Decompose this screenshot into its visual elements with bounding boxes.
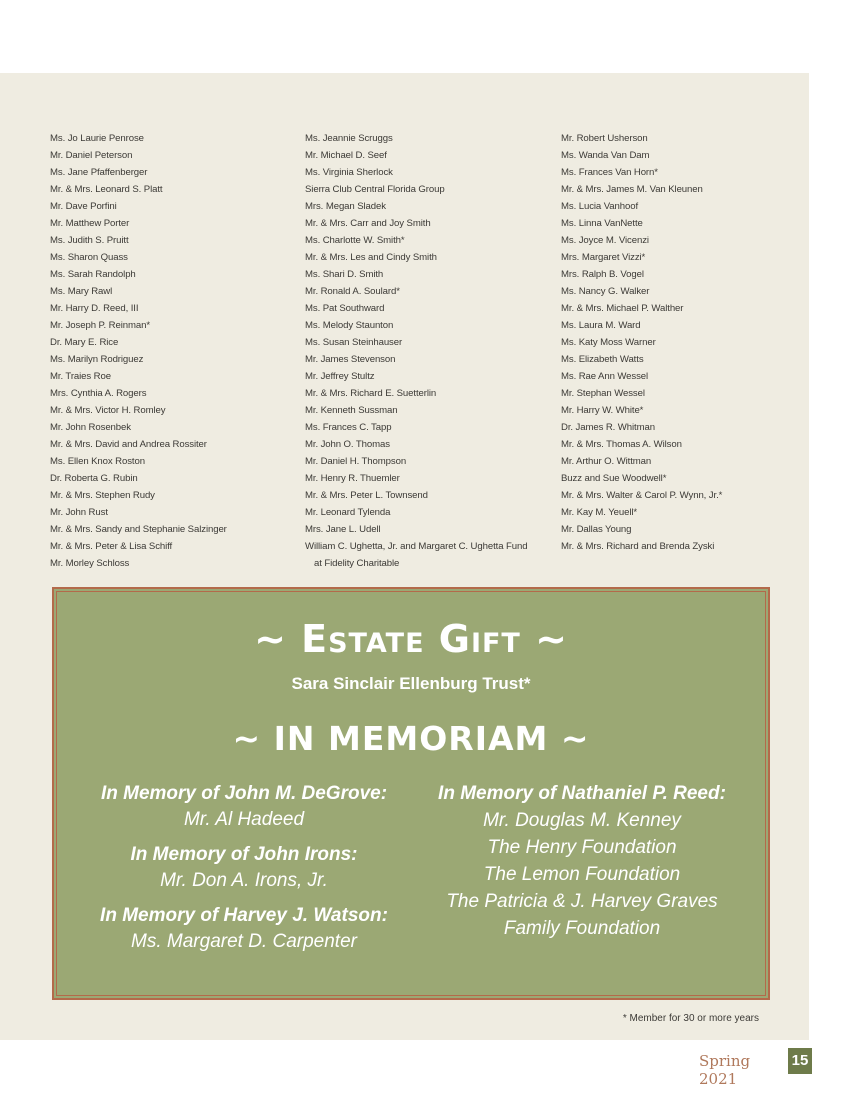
donor-name: Buzz and Sue Woodwell* — [561, 473, 667, 484]
donor-name: Ms. Frances Van Horn* — [561, 167, 658, 178]
donor-name: Mr. Matthew Porter — [50, 218, 130, 229]
donor-name: Ms. Sharon Quass — [50, 252, 128, 263]
donor-name: Ms. Jo Laurie Penrose — [50, 133, 144, 144]
donor-name: Mrs. Jane L. Udell — [305, 524, 381, 535]
donor-name: Mr. Kenneth Sussman — [305, 405, 398, 416]
donor-name: Ms. Joyce M. Vicenzi — [561, 235, 649, 246]
memoriam-donor-name: Mr. Don A. Irons, Jr. — [160, 870, 328, 891]
donor-name: Mr. Ronald A. Soulard* — [305, 286, 400, 297]
donor-name: Mr. Arthur O. Wittman — [561, 456, 652, 467]
estate-trust-name: Sara Sinclair Ellenburg Trust* — [291, 674, 531, 693]
donor-name: Mr. & Mrs. Thomas A. Wilson — [561, 439, 682, 450]
estate-memoriam-box — [52, 587, 770, 1000]
donor-name: Mr. Michael D. Seef — [305, 150, 387, 161]
donor-name: Mr. Daniel H. Thompson — [305, 456, 407, 467]
memoriam-donor-name: Mr. Al Hadeed — [183, 809, 305, 830]
page-number-badge: 15 — [788, 1048, 812, 1074]
donor-name: Mr. Harry D. Reed, III — [50, 303, 139, 314]
donor-name: Mr. Traies Roe — [50, 371, 111, 382]
donor-name: Mr. & Mrs. Les and Cindy Smith — [305, 252, 437, 263]
donor-name: Ms. Lucia Vanhoof — [561, 201, 639, 212]
donor-name: Mrs. Margaret Vizzi* — [561, 252, 646, 263]
donor-name: Ms. Katy Moss Warner — [561, 337, 656, 348]
in-memoriam-heading: ~ IN MEMORIAM ~ — [232, 719, 590, 758]
donor-name: Mrs. Megan Sladek — [305, 201, 386, 212]
donor-name: Sierra Club Central Florida Group — [305, 184, 445, 195]
donor-name: Ms. Wanda Van Dam — [561, 150, 650, 161]
memoriam-donor-name: Mr. Douglas M. Kenney — [483, 810, 681, 831]
donor-column-3 — [561, 130, 722, 555]
donor-name: Ms. Laura M. Ward — [561, 320, 641, 331]
donor-name: Mr. & Mrs. Sandy and Stephanie Salzinger — [50, 524, 227, 535]
donor-name: Mr. Daniel Peterson — [50, 150, 133, 161]
donor-name: Ms. Elizabeth Watts — [561, 354, 644, 365]
donor-name: Ms. Marilyn Rodriguez — [50, 354, 144, 365]
donor-name: Mr. & Mrs. Richard E. Suetterlin — [305, 388, 437, 399]
donor-name: Mr. Morley Schloss — [50, 558, 130, 569]
donor-name: Mr. & Mrs. James M. Van Kleunen — [561, 184, 703, 195]
donor-name: Ms. Linna VanNette — [561, 218, 643, 229]
donor-name: Ms. Rae Ann Wessel — [561, 371, 649, 382]
donor-name: Mr. Jeffrey Stultz — [305, 371, 375, 382]
donor-name: Mr. & Mrs. David and Andrea Rossiter — [50, 439, 207, 450]
donor-name: Dr. James R. Whitman — [561, 422, 655, 433]
donor-name: Mr. & Mrs. Peter & Lisa Schiff — [50, 541, 173, 552]
memoriam-spacer — [96, 894, 392, 903]
donor-name: Mr. & Mrs. Stephen Rudy — [50, 490, 155, 501]
issue-season: Spring 2021 — [699, 1052, 751, 1088]
donor-name: Ms. Ellen Knox Roston — [50, 456, 145, 467]
memoriam-donor-name: The Henry Foundation — [487, 837, 677, 858]
donor-name: Mr. John Rosenbek — [50, 422, 131, 433]
donor-name: Mr. & Mrs. Michael P. Walther — [561, 303, 684, 314]
memoriam-donor-name: The Lemon Foundation — [483, 864, 681, 885]
donor-name: Ms. Jane Pfaffenberger — [50, 167, 148, 178]
donor-name: Mr. & Mrs. Peter L. Townsend — [305, 490, 428, 501]
donor-name: Mr. Joseph P. Reinman* — [50, 320, 151, 331]
donor-name: Mr. & Mrs. Walter & Carol P. Wynn, Jr.* — [561, 490, 723, 501]
donor-name: Mr. James Stevenson — [305, 354, 396, 365]
donor-name: Ms. Judith S. Pruitt — [50, 235, 129, 246]
donor-name: Mr. & Mrs. Leonard S. Platt — [50, 184, 163, 195]
donor-name: Mr. Henry R. Thuemler — [305, 473, 400, 484]
donor-name: Mr. John O. Thomas — [305, 439, 390, 450]
memoriam-label: In Memory of John M. DeGrove: — [100, 783, 388, 804]
donor-name: Mr. & Mrs. Victor H. Romley — [50, 405, 166, 416]
memoriam-donor-name: The Patricia & J. Harvey Graves — [446, 891, 718, 912]
donor-name: Ms. Sarah Randolph — [50, 269, 136, 280]
donor-name: Dr. Roberta G. Rubin — [50, 473, 138, 484]
memoriam-label: In Memory of Harvey J. Watson: — [100, 905, 388, 926]
donor-name: Mr. Kay M. Yeuell* — [561, 507, 638, 518]
donor-name: Mrs. Cynthia A. Rogers — [50, 388, 147, 399]
membership-footnote: * Member for 30 or more years — [622, 1013, 759, 1024]
memoriam-spacer — [96, 833, 392, 842]
memoriam-label: In Memory of Nathaniel P. Reed: — [438, 783, 726, 804]
memoriam-donor-name: Ms. Margaret D. Carpenter — [131, 931, 357, 952]
memoriam-label: In Memory of John Irons: — [130, 844, 358, 865]
donor-name: Ms. Frances C. Tapp — [305, 422, 392, 433]
donor-name: Mr. & Mrs. Richard and Brenda Zyski — [561, 541, 715, 552]
estate-gift-heading: ~ Estate Gift ~ — [254, 617, 568, 661]
donor-name: Ms. Mary Rawl — [50, 286, 113, 297]
donor-column-1 — [50, 130, 227, 572]
donor-name: Mr. Robert Usherson — [561, 133, 648, 144]
donor-name: Mr. Stephan Wessel — [561, 388, 645, 399]
donor-name: William C. Ughetta, Jr. and Margaret C. Ughetta Fund — [305, 541, 528, 552]
donor-name: Ms. Nancy G. Walker — [561, 286, 650, 297]
donor-name: Ms. Shari D. Smith — [305, 269, 384, 280]
donor-name: Mr. John Rust — [50, 507, 108, 518]
donor-name: Mr. Dave Porfini — [50, 201, 117, 212]
donor-name: Ms. Pat Southward — [305, 303, 385, 314]
memoriam-right-column — [424, 781, 740, 942]
donor-name: Mrs. Ralph B. Vogel — [561, 269, 644, 280]
donor-name: Dr. Mary E. Rice — [50, 337, 119, 348]
donor-name: Ms. Melody Staunton — [305, 320, 394, 331]
donor-name: Ms. Virginia Sherlock — [305, 167, 393, 178]
donor-name: Mr. Harry W. White* — [561, 405, 644, 416]
donor-name: Ms. Charlotte W. Smith* — [305, 235, 405, 246]
donor-name: Mr. Dallas Young — [561, 524, 632, 535]
memoriam-left-column — [96, 781, 392, 955]
donor-name: Ms. Jeannie Scruggs — [305, 133, 393, 144]
donor-name: Ms. Susan Steinhauser — [305, 337, 403, 348]
memoriam-donor-name: Family Foundation — [503, 918, 661, 939]
donor-list — [50, 130, 770, 580]
donor-column-2 — [305, 130, 527, 572]
donor-name: at Fidelity Charitable — [314, 558, 400, 569]
donor-name: Mr. Leonard Tylenda — [305, 507, 391, 518]
donor-name: Mr. & Mrs. Carr and Joy Smith — [305, 218, 431, 229]
